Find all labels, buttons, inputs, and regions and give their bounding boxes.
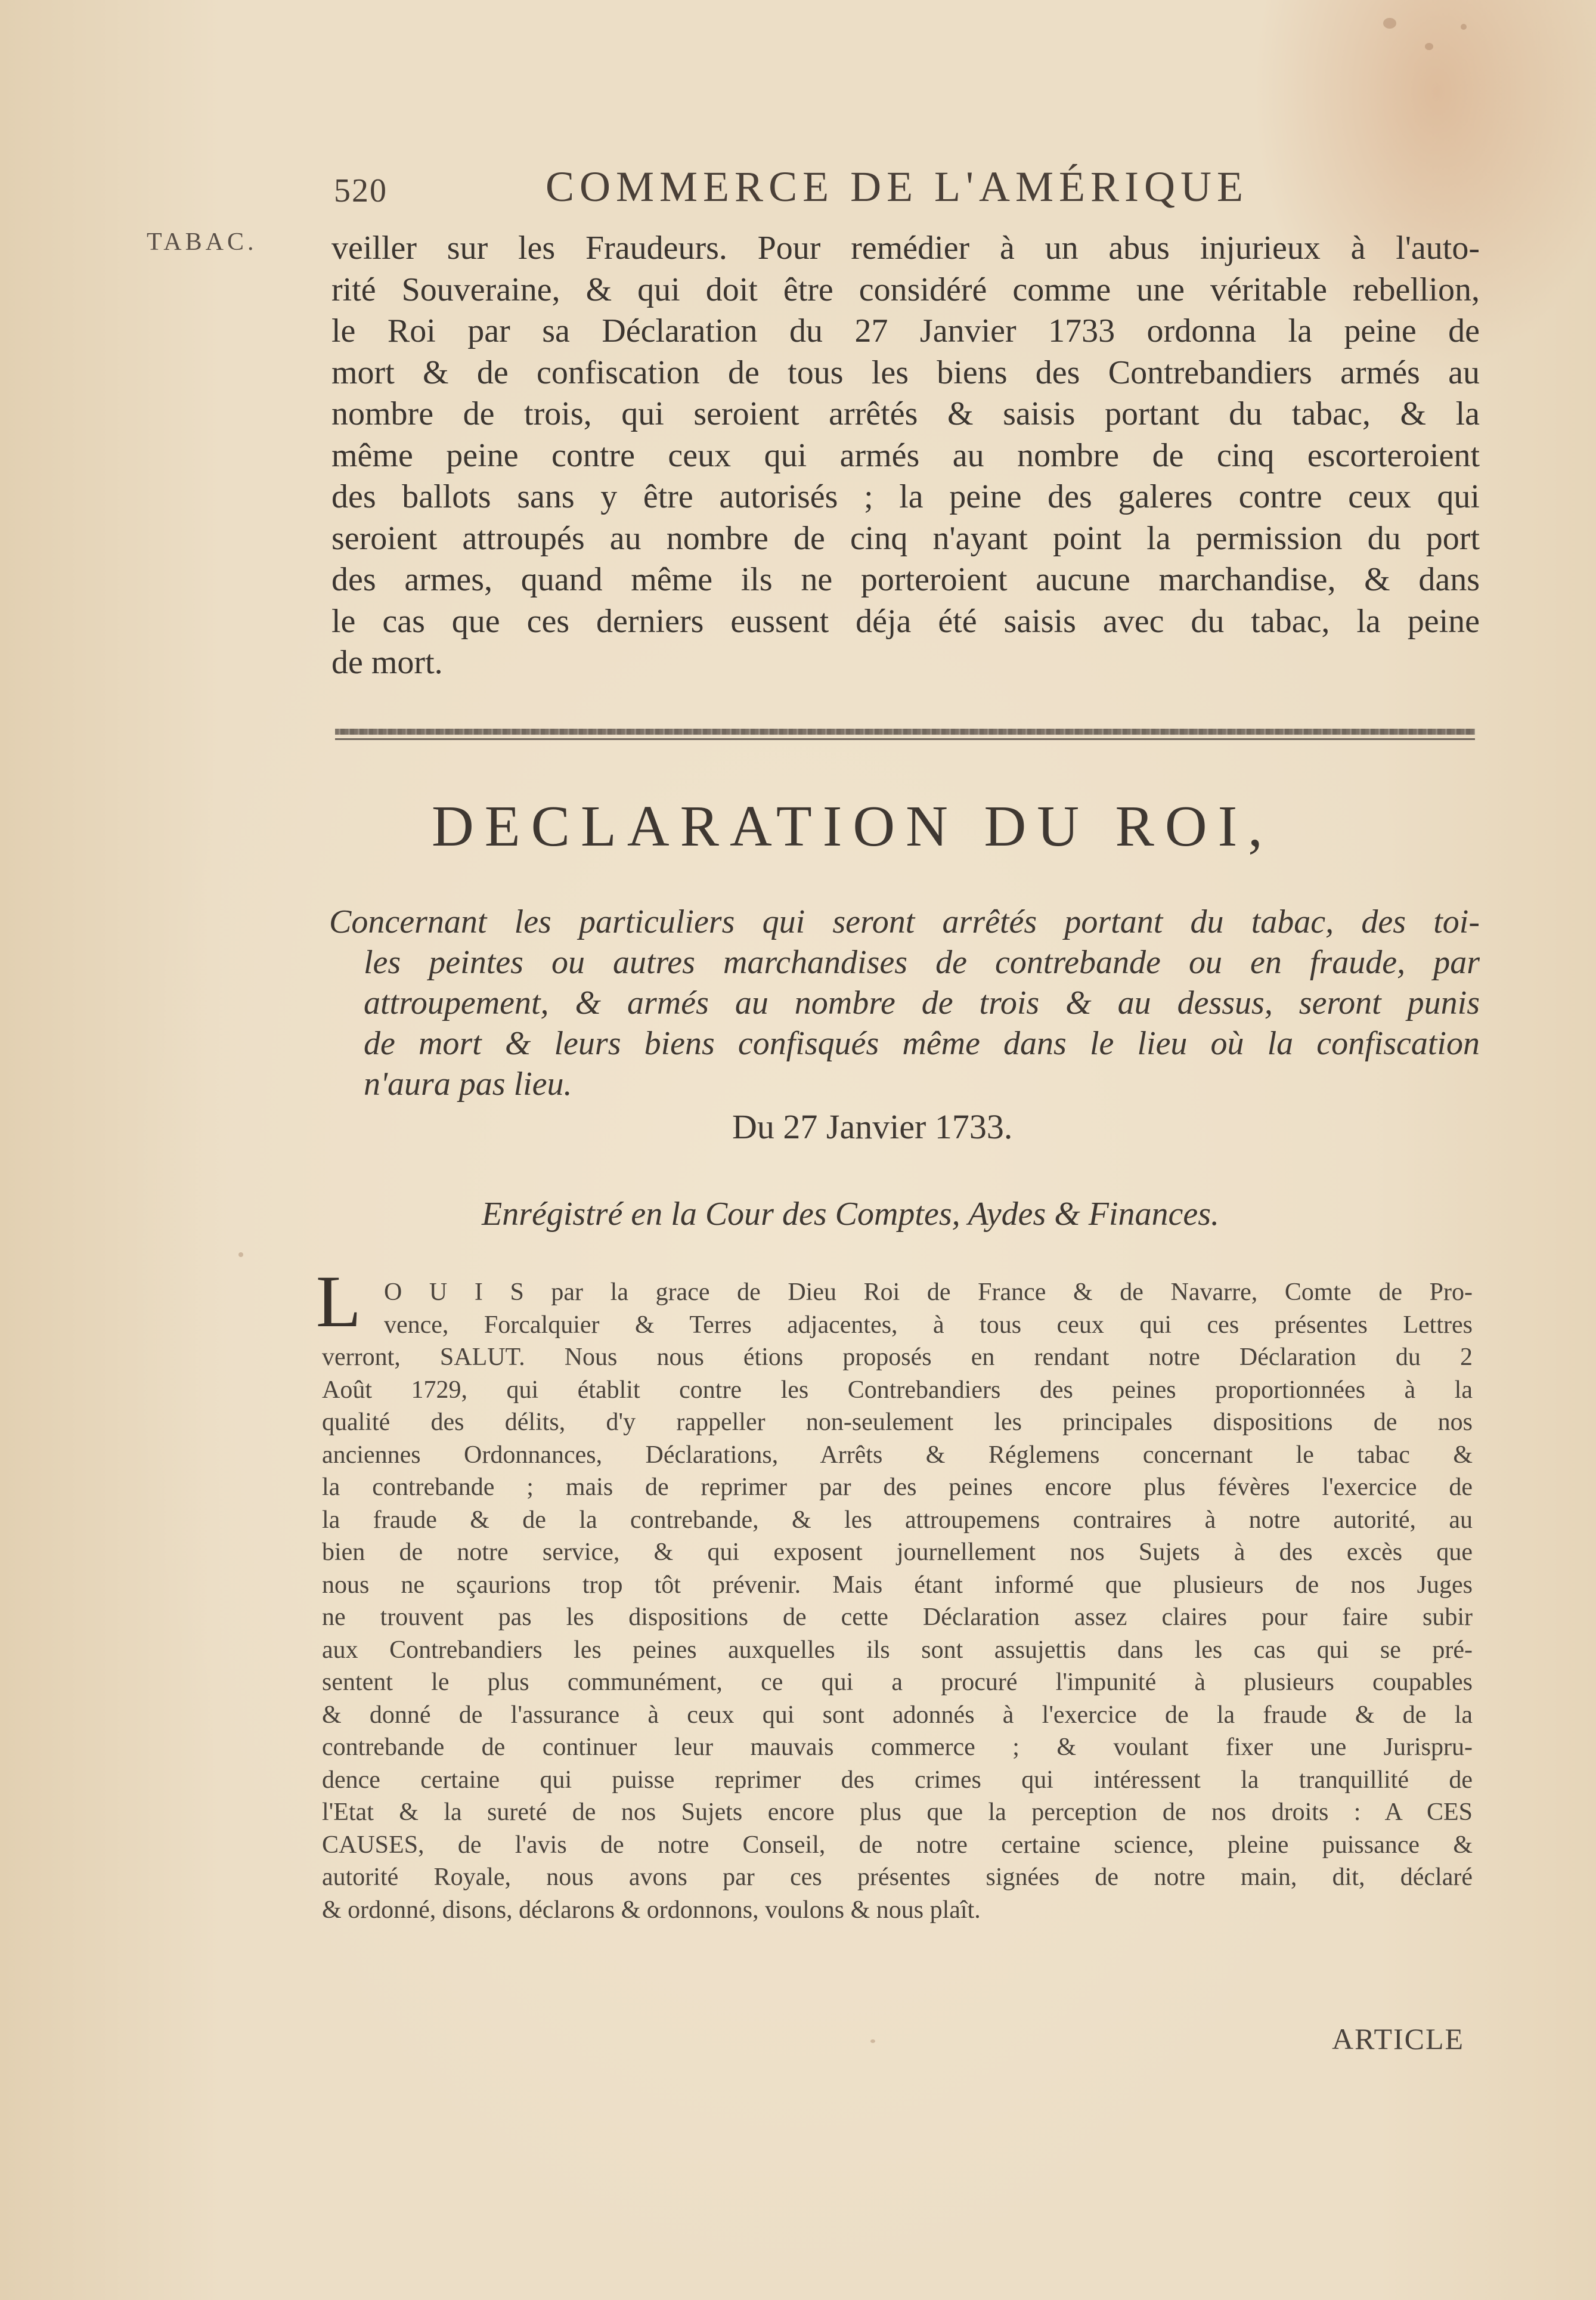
text-line: le cas que ces derniers eussent déja été saisis avec du tabac, la peine [331, 602, 1480, 640]
subtitle-line: n'aura pas lieu. [364, 1066, 572, 1103]
text-line: & ordonné, disons, déclarons & ordonnons, voulons & nous plaît. [322, 1896, 981, 1924]
text-line: Août 1729, qui établit contre les Contrebandiers des peines proportionnées à la [322, 1376, 1473, 1404]
text-line: verront, SALUT. Nous nous étions proposés en rendant notre Déclaration du 2 [322, 1344, 1473, 1371]
drop-cap: L [316, 1261, 361, 1342]
text-line: seroient attroupés au nombre de cinq n'ayant point la permission du port [331, 519, 1480, 557]
text-line: même peine contre ceux qui armés au nombre de cinq escorteroient [331, 437, 1480, 474]
text-line: de mort. [331, 644, 443, 681]
foxing-spot [1425, 43, 1433, 50]
text-line: le Roi par sa Déclaration du 27 Janvier 1733 ordonna la peine de [331, 312, 1480, 349]
text-line: ne trouvent pas les dispositions de cette Déclaration assez claires pour faire subir [322, 1604, 1473, 1631]
catchword: ARTICLE [1332, 2022, 1465, 2056]
text-line: veiller sur les Fraudeurs. Pour remédier à un abus injurieux à l'auto- [331, 230, 1480, 267]
text-line: aux Contrebandiers les peines auxquelles ils sont assujettis dans les cas qui se pré- [322, 1636, 1473, 1664]
foxing-spot [1461, 24, 1467, 30]
text-line: anciennes Ordonnances, Déclarations, Arrêts & Réglemens concernant le tabac & [322, 1441, 1473, 1469]
text-line: bien de notre service, & qui exposent journellement nos Sujets à des excès que [322, 1539, 1473, 1566]
text-line: nous ne sçaurions trop tôt prévenir. Mais étant informé que plusieurs de nos Juges [322, 1571, 1473, 1599]
text-line: dence certaine qui puisse reprimer des crimes qui intéressent la tranquillité de [322, 1766, 1473, 1794]
declaration-title: DECLARATION DU ROI, [432, 794, 1273, 859]
text-line: des ballots sans y être autorisés ; la peine des galeres contre ceux qui [331, 478, 1480, 515]
text-line: contrebande de continuer leur mauvais commerce ; & voulant fixer une Jurispru- [322, 1733, 1473, 1761]
subtitle-line: de mort & leurs biens confisqués même dans le lieu où la confiscation [364, 1025, 1480, 1062]
text-line: qualité des délits, d'y rappeller non-seulement les principales dispositions de nos [322, 1409, 1473, 1436]
text-line: vence, Forcalquier & Terres adjacentes, à tous ceux qui ces présentes Lettres [384, 1311, 1473, 1339]
text-line: O U I S par la grace de Dieu Roi de France & de Navarre, Comte de Pro- [384, 1279, 1473, 1306]
margin-note: TABAC. [147, 228, 258, 256]
declaration-date: Du 27 Janvier 1733. [732, 1107, 1013, 1146]
text-line: la fraude & de la contrebande, & les attroupemens contraires à notre autorité, au [322, 1506, 1473, 1534]
declaration-subtitle [329, 902, 1480, 1104]
running-head: COMMERCE DE L'AMÉRIQUE [546, 163, 1248, 211]
text-line: & donné de l'assurance à ceux qui sont adonnés à l'exercice de la fraude & de la [322, 1701, 1473, 1729]
text-line: la contrebande ; mais de reprimer par des peines encore plus févères l'exercice de [322, 1474, 1473, 1501]
intro-paragraph [331, 228, 1480, 684]
subtitle-line: les peintes ou autres marchandises de contrebande ou en fraude, par [364, 944, 1480, 981]
text-line: rité Souveraine, & qui doit être considéré comme une véritable rebellion, [331, 271, 1480, 308]
text-line: sentent le plus communément, ce qui a procuré l'impunité à plusieurs coupables [322, 1668, 1473, 1696]
rule-thick [335, 729, 1475, 735]
body-paragraph [322, 1276, 1473, 1926]
ornamental-rule [335, 729, 1475, 744]
text-line: des armes, quand même ils ne porteroient aucune marchandise, & dans [331, 561, 1480, 598]
foxing-spot [1383, 18, 1396, 29]
text-line: nombre de trois, qui seroient arrêtés & saisis portant du tabac, & la [331, 395, 1480, 432]
text-line: mort & de confiscation de tous les biens des Contrebandiers armés au [331, 354, 1480, 391]
subtitle-line: Concernant les particuliers qui seront arrêtés portant du tabac, des toi- [329, 903, 1480, 940]
page-number: 520 [334, 172, 388, 209]
text-line: CAUSES, de l'avis de notre Conseil, de notre certaine science, pleine puissance & [322, 1831, 1473, 1859]
foxing-spot [870, 2039, 875, 2043]
registration-note: Enrégistré en la Cour des Comptes, Aydes & Finances. [482, 1196, 1220, 1233]
subtitle-line: attroupement, & armés au nombre de trois & au dessus, seront punis [364, 985, 1480, 1021]
text-line: autorité Royale, nous avons par ces présentes signées de notre main, dit, déclaré [322, 1863, 1473, 1891]
foxing-spot [238, 1252, 243, 1257]
rule-thin [335, 738, 1475, 740]
text-line: l'Etat & la sureté de nos Sujets encore plus que la perception de nos droits : A CES [322, 1798, 1473, 1826]
